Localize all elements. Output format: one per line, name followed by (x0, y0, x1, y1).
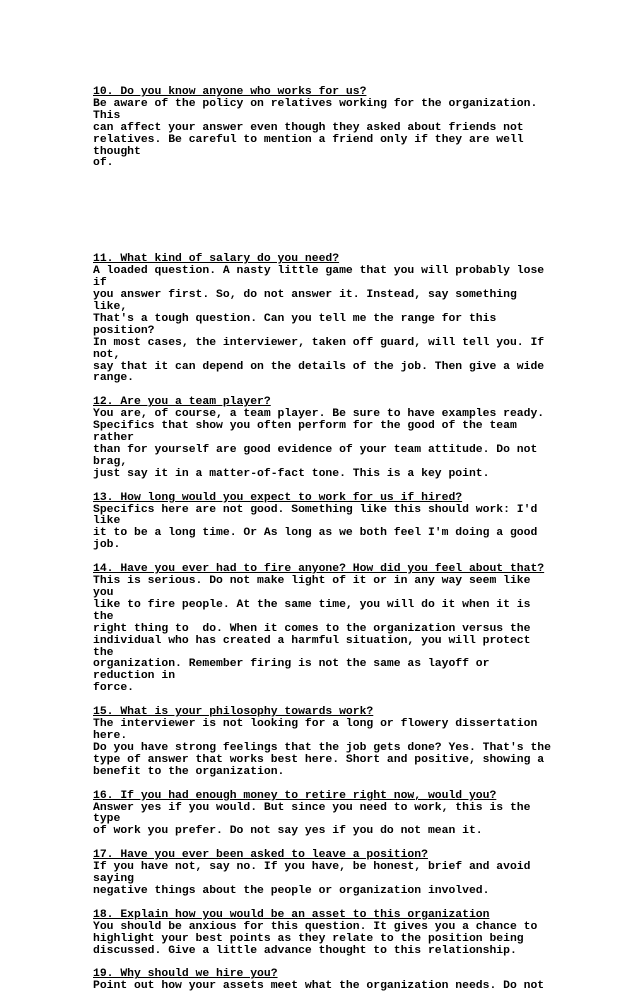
answer-line: individual who has created a harmful situation, you will protect the (93, 634, 538, 659)
qa-item-10 (93, 87, 553, 170)
answer-line: of work you prefer. Do not say yes if you do not mean it. (93, 825, 483, 838)
qa-item-17 (93, 850, 553, 898)
answer-line: Do you have strong feelings that the job gets done? Yes. That's the (93, 741, 551, 754)
section-spacer (93, 481, 553, 493)
qa-item-15 (93, 707, 553, 778)
question-heading: 13. How long would you expect to work for us if hired? (93, 491, 463, 504)
answer-line: If you have not, say no. If you have, be honest, brief and avoid saying (93, 861, 538, 886)
answer-line: range. (93, 372, 135, 385)
answer-line: right thing to do. When it comes to the organization versus the (93, 622, 531, 635)
answer-line: A loaded question. A nasty little game that you will probably lose if (93, 265, 551, 290)
section-spacer (93, 838, 553, 850)
question-heading: 16. If you had enough money to retire right now, would you? (93, 789, 497, 802)
section-spacer (93, 898, 553, 910)
answer-line: you answer first. So, do not answer it. Instead, say something like, (93, 289, 524, 313)
answer-line: type of answer that works best here. Short and positive, showing a (93, 753, 545, 766)
answer-line: than for yourself are good evidence of your team attitude. Do not brag, (93, 443, 545, 468)
answer-line: like to fire people. At the same time, you will do it when it is the (93, 598, 538, 623)
qa-item-12 (93, 397, 553, 480)
answer-line: relatives. Be careful to mention a friend only if they are well thought (93, 133, 531, 158)
section-spacer (93, 957, 553, 969)
answer-line: Specifics here are not good. Something like this should work: I'd like (93, 503, 545, 528)
answer-line: Answer yes if you would. But since you need to work, this is the type (93, 801, 538, 826)
question-heading: 11. What kind of salary do you need? (93, 253, 340, 266)
answer-line: You are, of course, a team player. Be sure to have examples ready. (93, 408, 545, 421)
answer-line: organization. Remember firing is not the same as layoff or reduction in (93, 658, 497, 683)
answer-line: benefit to the organization. (93, 765, 285, 778)
answer-line: of. (93, 157, 114, 170)
answer-line: discussed. Give a little advance thought to this relationship. (93, 944, 517, 957)
question-heading: 12. Are you a team player? (93, 396, 271, 409)
qa-item-11 (93, 254, 553, 385)
answer-line: highlight your best points as they relate to the position being (93, 932, 524, 945)
qa-item-16 (93, 791, 553, 839)
question-heading: 17. Have you ever been asked to leave a position? (93, 849, 428, 862)
question-heading: 10. Do you know anyone who works for us? (93, 86, 367, 98)
section-spacer (93, 779, 553, 791)
answer-line: Be aware of the policy on relatives working for the organization. This (93, 97, 545, 122)
document-page (93, 87, 553, 993)
qa-item-13 (93, 493, 553, 553)
answer-line: force. (93, 682, 135, 695)
answer-line: This is serious. Do not make light of it or in any way seem like you (93, 575, 538, 599)
qa-item-18 (93, 910, 553, 958)
section-spacer (93, 170, 553, 254)
answer-line: The interviewer is not looking for a long or flowery dissertation here. (93, 718, 545, 742)
answer-line: In most cases, the interviewer, taken off guard, will tell you. If not, (93, 336, 551, 361)
answer-line: it to be a long time. Or As long as we both feel I'm doing a good job. (93, 527, 545, 552)
answer-line: negative things about the people or organization involved. (93, 884, 490, 897)
question-heading: 15. What is your philosophy towards work? (93, 706, 374, 719)
answer-line: say that it can depend on the details of the job. Then give a wide (93, 360, 545, 373)
answer-line: You should be anxious for this question. It gives you a chance to (93, 920, 538, 933)
answer-line: That's a tough question. Can you tell me the range for this position? (93, 312, 504, 337)
answer-line: Point out how your assets meet what the organization needs. Do not (93, 980, 545, 993)
answer-line: can affect your answer even though they asked about friends not (93, 121, 524, 134)
question-heading: 14. Have you ever had to fire anyone? How did you feel about that? (93, 563, 545, 576)
qa-item-19 (93, 969, 553, 993)
answer-line: Specifics that show you often perform for the good of the team rather (93, 420, 524, 445)
question-heading: 18. Explain how you would be an asset to this organization (93, 908, 490, 921)
qa-item-14 (93, 564, 553, 695)
question-heading: 19. Why should we hire you? (93, 968, 278, 981)
answer-line: just say it in a matter-of-fact tone. This is a key point. (93, 467, 490, 480)
